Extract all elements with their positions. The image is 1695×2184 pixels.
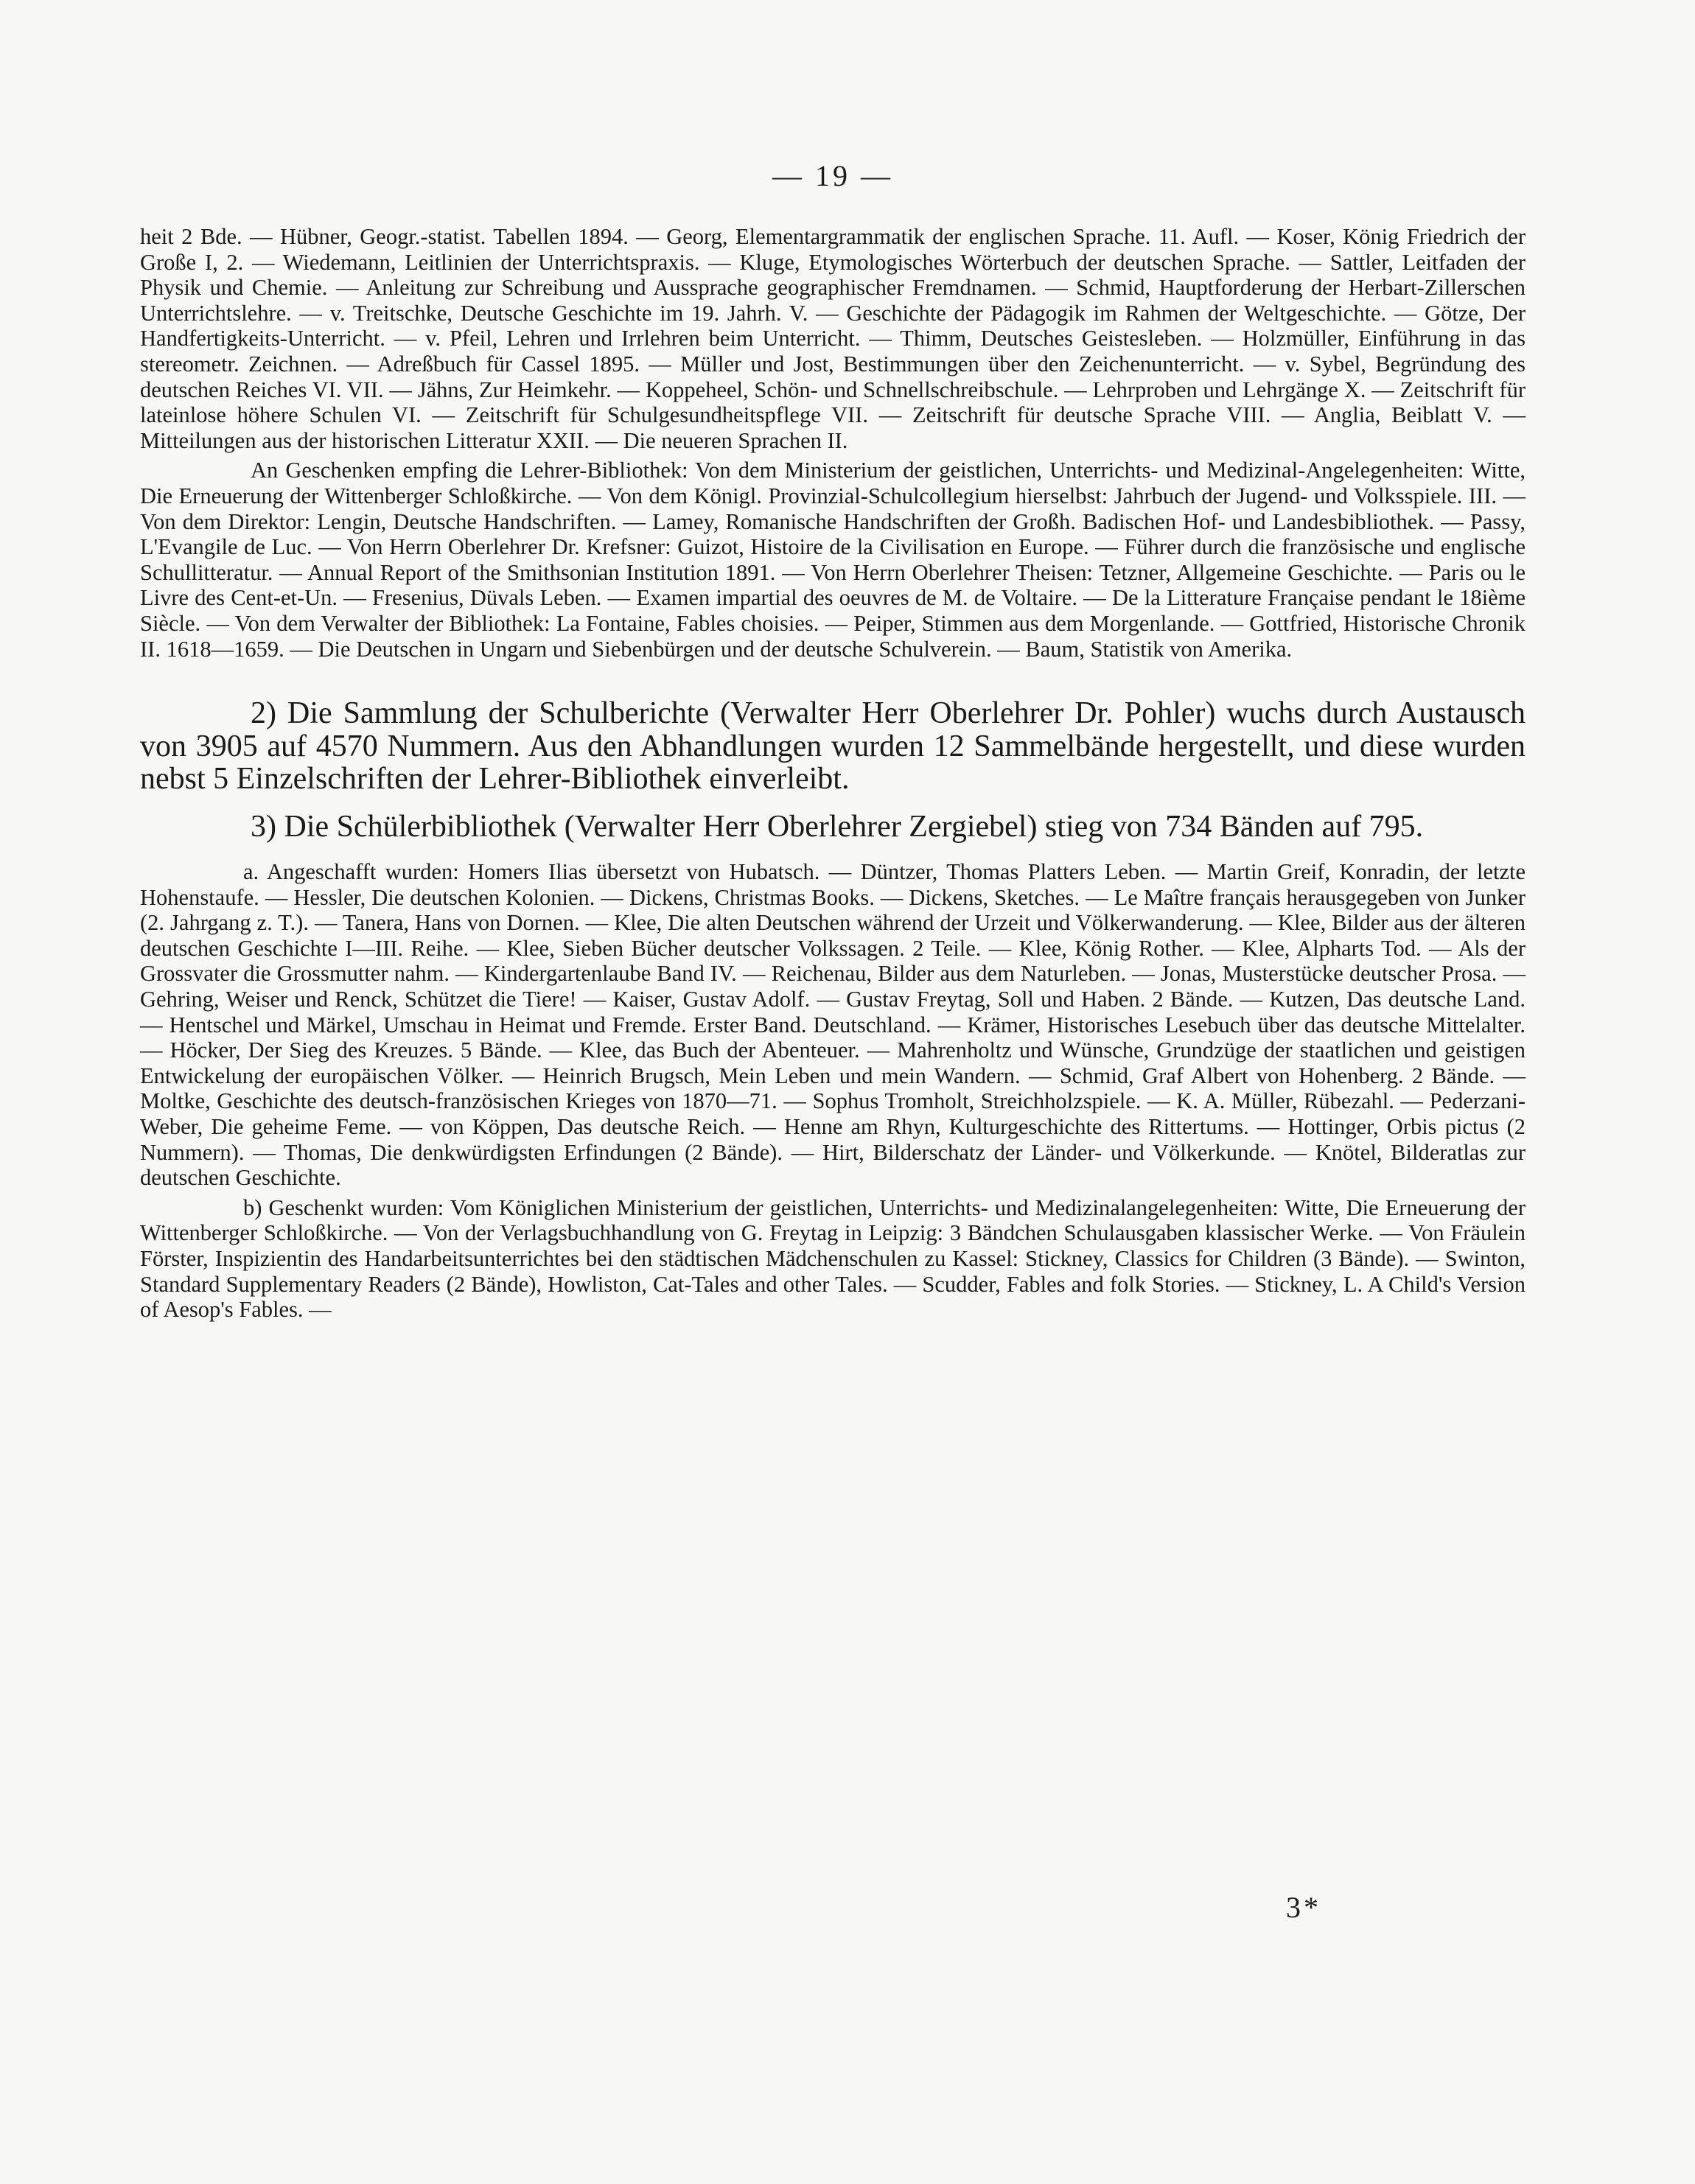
school-reports-paragraph: 2) Die Sammlung der Schulberichte (Verwalter Herr Oberlehrer Dr. Pohler) wuchs durch Austausch von 3905 auf 4570 Nummern. Aus den Abhandlungen wurden 12 Sammelbände hergestellt, und diese wurden nebst 5 Einzelschriften der Lehrer-Bibliothek einverleibt. (140, 696, 1526, 797)
student-library-paragraph: 3) Die Schülerbibliothek (Verwalter Herr Oberlehrer Zergiebel) stieg von 734 Bänden auf 795. (251, 809, 1424, 844)
acquisitions-list-paragraph: heit 2 Bde. — Hübner, Geogr.-statist. Tabellen 1894. — Georg, Elementargrammatik der englischen Sprache. 11. Aufl. — Koser, König Friedrich der Große I, 2. — Wiedemann, Leitlinien der Unterrichtspraxis. — Kluge, Etymologisches Wörterbuch der deutschen Sprache. — Sattler, Leitfaden der Physik und Chemie. — Anleitung zur Schreibung und Aussprache geographischer Fremdnamen. — Schmid, Hauptforderung der Herbart-Zillerschen Unterrichtslehre. — v. Treitschke, Deutsche Geschichte im 19. Jahrh. V. — Geschichte der Pädagogik im Rahmen der Weltgeschichte. — Götze, Der Handfertigkeits-Unterricht. — v. Pfeil, Lehren und Irrlehren beim Unterricht. — Thimm, Deutsches Geistesleben. — Holzmüller, Einführung in das stereometr. Zeichnen. — Adreßbuch für Cassel 1895. — Müller und Jost, Bestimmungen über den Zeichenunterricht. — v. Sybel, Begründung des deutschen Reiches VI. VII. — Jähns, Zur Heimkehr. — Koppeheel, Schön- und Schnellschreibschule. — Lehrproben und Lehrgänge X. — Zeitschrift für lateinlose höhere Schulen VI. — Zeitschrift für Schulgesundheitspflege VII. — Zeitschrift für deutsche Sprache VIII. — Anglia, Beiblatt V. — Mitteilungen aus der historischen Litteratur XXII. — Die neueren Sprachen II. (140, 224, 1526, 453)
gifted-books-paragraph: b) Geschenkt wurden: Vom Königlichen Ministerium der geistlichen, Unterrichts- und Medizinalangelegenheiten: Witte, Die Erneuerung der Wittenberger Schloßkirche. — Von der Verlagsbuchhandlung von G. Freytag in Leipzig: 3 Bändchen Schulausgaben klassischer Werke. — Von Fräulein Förster, Inspizientin des Handarbeitsunterrichtes bei den städtischen Mädchenschulen zu Kassel: Stickney, Classics for Children (3 Bände). — Swinton, Standard Supplementary Readers (2 Bände), Howliston, Cat-Tales and other Tales. — Scudder, Fables and folk Stories. — Stickney, L. A Child's Version of Aesop's Fables. — (140, 1194, 1526, 1323)
library-acquisitions-block (140, 224, 1526, 662)
sheet-signature: 3* (1286, 1891, 1321, 1924)
student-library-section (140, 811, 1526, 844)
school-reports-section (140, 697, 1526, 796)
student-library-details (140, 859, 1526, 1323)
donations-paragraph: An Geschenken empfing die Lehrer-Bibliothek: Von dem Ministerium der geistlichen, Unterrichts- und Medizinal-Angelegenheiten: Witte, Die Erneuerung der Wittenberger Schloßkirche. — Von dem Königl. Provinzial-Schulcollegium hierselbst: Jahrbuch der Jugend- und Volksspiele. III. — Von dem Direktor: Lengin, Deutsche Handschriften. — Lamey, Romanische Handschriften der Großh. Badischen Hof- und Landesbibliothek. — Passy, L'Evangile de Luc. — Von Herrn Oberlehrer Dr. Krefsner: Guizot, Histoire de la Civilisation en Europe. — Führer durch die französische und englische Schullitteratur. — Annual Report of the Smithsonian Institution 1891. — Von Herrn Oberlehrer Theisen: Tetzner, Allgemeine Geschichte. — Paris ou le Livre des Cent-et-Un. — Fresenius, Düvals Leben. — Examen impartial des oeuvres de M. de Voltaire. — De la Litterature Française pendant le 18ième Siècle. — Von dem Verwalter der Bibliothek: La Fontaine, Fables choisies. — Peiper, Stimmen aus dem Morgenlande. — Gottfried, Historische Chronik II. 1618—1659. — Die Deutschen in Ungarn und Siebenbürgen und der deutsche Schulverein. — Baum, Statistik von Amerika. (140, 458, 1526, 662)
page-number: — 19 — (772, 159, 893, 192)
purchased-books-paragraph: a. Angeschafft wurden: Homers Ilias übersetzt von Hubatsch. — Düntzer, Thomas Platters Leben. — Martin Greif, Konradin, der letzte Hohenstaufe. — Hessler, Die deutschen Kolonien. — Dickens, Christmas Books. — Dickens, Sketches. — Le Maître français herausgegeben von Junker (2. Jahrgang z. T.). — Tanera, Hans von Dornen. — Klee, Die alten Deutschen während der Urzeit und Völkerwanderung. — Klee, Bilder aus der älteren deutschen Geschichte I—III. Reihe. — Klee, Sieben Bücher deutscher Volkssagen. 2 Teile. — Klee, König Rother. — Klee, Alpharts Tod. — Als der Grossvater die Grossmutter nahm. — Kindergartenlaube Band IV. — Reichenau, Bilder aus dem Naturleben. — Jonas, Musterstücke deutscher Prosa. — Gehring, Weiser und Renck, Schützet die Tiere! — Kaiser, Gustav Adolf. — Gustav Freytag, Soll und Haben. 2 Bände. — Kutzen, Das deutsche Land. — Hentschel und Märkel, Umschau in Heimat und Fremde. Erster Band. Deutschland. — Krämer, Historisches Lesebuch über das deutsche Mittelalter. — Höcker, Der Sieg des Kreuzes. 5 Bände. — Klee, das Buch der Abenteuer. — Mahrenholtz und Wünsche, Grundzüge der staatlichen und geistigen Entwickelung der europäischen Völker. — Heinrich Brugsch, Mein Leben und mein Wandern. — Schmid, Graf Albert von Hohenberg. 2 Bände. — Moltke, Geschichte des deutsch-französischen Krieges von 1870—71. — Sophus Tromholt, Streichholzspiele. — K. A. Müller, Rübezahl. — Pederzani-Weber, Die geheime Feme. — von Köppen, Das deutsche Reich. — Henne am Rhyn, Kulturgeschichte des Rittertums. — Hottinger, Orbis pictus (2 Nummern). — Thomas, Die denkwürdigsten Erfindungen (2 Bände). — Hirt, Bilderschatz der Länder- und Völkerkunde. — Knötel, Bilderatlas zur deutschen Geschichte. (140, 859, 1526, 1191)
